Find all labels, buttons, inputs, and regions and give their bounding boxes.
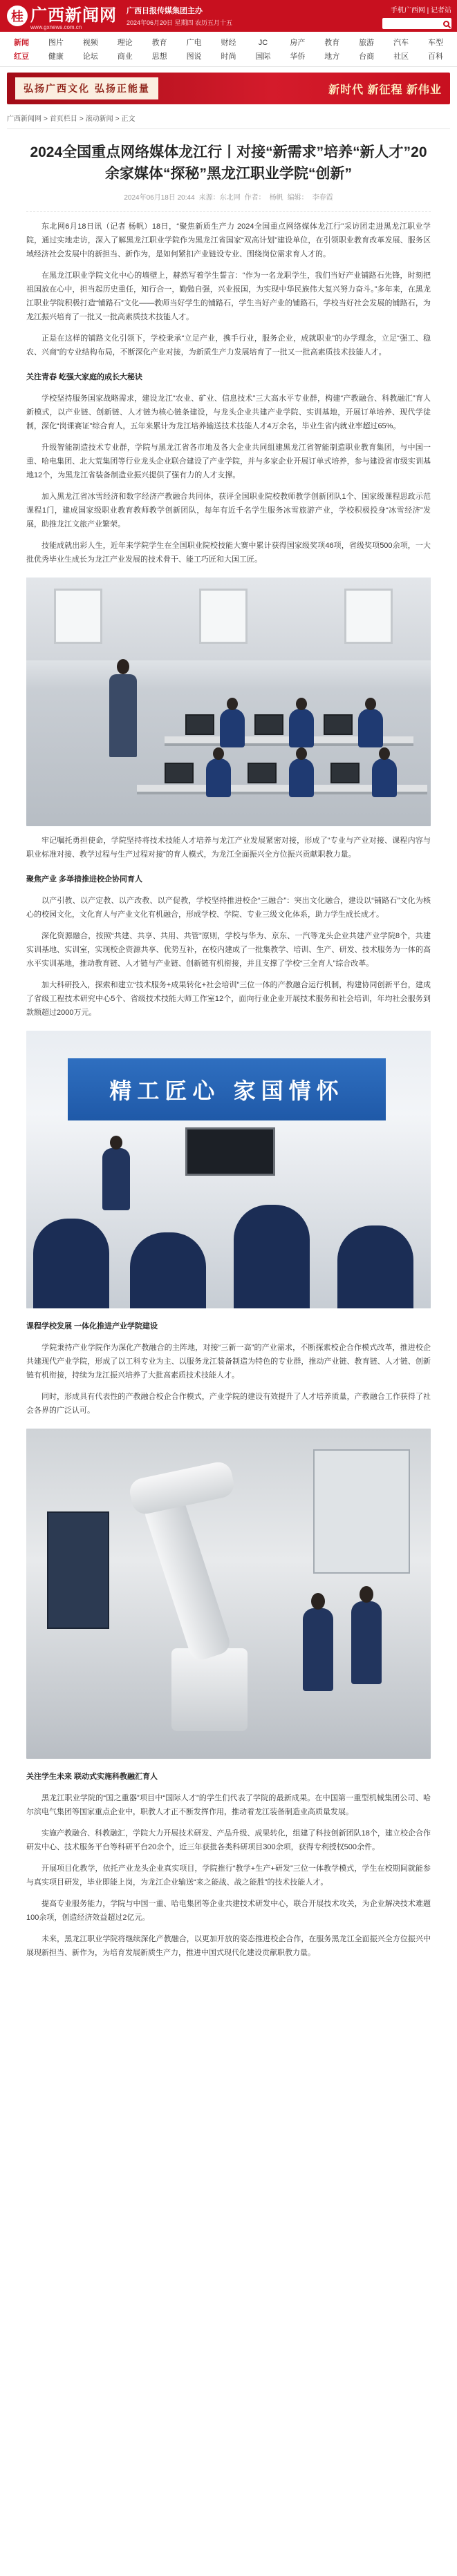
section-heading: 课程学校发展 一体化推进产业学院建设 (26, 1322, 158, 1330)
banner-right-text: 新时代 新征程 新伟业 (328, 84, 442, 96)
nav-item[interactable]: 国际 (255, 53, 271, 61)
nav-item[interactable]: 华侨 (290, 53, 306, 61)
photo-monitor (324, 714, 353, 735)
nav-item[interactable]: 红豆 (13, 53, 29, 61)
article-meta (26, 191, 431, 212)
section-heading: 聚焦产业 多举措推进校企协同育人 (26, 875, 143, 884)
article-title: 2024全国重点网络媒体龙江行丨对接“新需求”培养“新人才”20余家媒体“探秘”黑龙江职业学院“创新” (30, 144, 427, 182)
site-header (0, 0, 457, 32)
nav-item[interactable]: 社区 (393, 53, 409, 61)
photo-monitor (254, 714, 283, 735)
photo-classroom (26, 578, 431, 826)
article-paragraph: 开展项目化教学，依托产业龙头企业真实项目，学院推行“教学+生产+研发”三位一体教学模式，学生在校期间就能参与真实项目研发，毕业即能上岗，为龙江企业输送“来之能战、战之能胜”的技术技能人才。 (26, 1864, 431, 1887)
header-links[interactable]: 手机广西网 | 记者站 (390, 7, 451, 15)
photo-window (344, 589, 393, 644)
photo-monitor (185, 714, 214, 735)
photo-teacher (109, 674, 137, 757)
host-info (127, 5, 232, 27)
article-paragraph: 加入黑龙江省冰雪经济和数字经济产教融合共同体，获评全国职业院校教师教学创新团队1个、国家级课程思政示范课程1门，建成国家级职业教育教师教学创新团队，每年有近千名学生服务冰雪旅游产业，学校积极投身“冰雪经济”发展，助推龙江文旅产业繁荣。 (26, 493, 431, 528)
article-section (26, 392, 431, 566)
nav-row (4, 36, 453, 50)
article-paragraph: 在黑龙江职业学院文化中心的墙壁上，赫然写着学生誓言：“作为一名龙职学生，我们当好产业铺路石先锋，时刻把祖国放在心中，担当起历史重任，知行合一，勤勉自强，兴业报国，为实现中华民族伟大复兴努力奋斗。”多年来，在黑龙江职业学院积极打造“铺路石”文化——教师当好学生的铺路石，学生当好产业的铺路石，学校当好社会发展的铺路石，为龙江振兴培育了一批又一批高素质技术技能人才。 (26, 271, 431, 321)
breadcrumb-separator: > (115, 115, 120, 123)
breadcrumb (7, 113, 450, 129)
nav-item[interactable]: 健康 (48, 53, 64, 61)
article-paragraph: 升级智能制造技术专业群，学院与黑龙江省各市地及各大企业共同组建黑龙江省智能制造职业教育集团，与中国一重、哈电集团、北大荒集团等行业龙头企业联合建设了产业学院，并与多家企业开展订单式培养，参与建设省市级实训基地12个，为黑龙江省装备制造业振兴提供了强有力的人才支撑。 (26, 443, 431, 479)
article-paragraph: 正是在这样的铺路文化引领下，学校秉承“立足产业，携手行业，服务企业，成就职业”的办学理念，立足“强工、稳农、兴商”的专业结构布局，不断深化产业对接，为新质生产力发展培育了一批又一批高素质技术技能人才。 (26, 334, 431, 356)
breadcrumb-item[interactable]: 滚动新闻 (85, 115, 113, 123)
breadcrumb-item[interactable]: 首页栏目 (49, 115, 77, 123)
photo-window (54, 589, 102, 644)
nav-item[interactable]: 车型 (428, 39, 444, 47)
photo-audience (234, 1205, 310, 1308)
photo-student (358, 709, 383, 747)
photo-monitor (248, 763, 277, 783)
header-tools (382, 4, 451, 30)
article-paragraph: 学院秉持产业学院作为深化产教融合的主阵地，对接“三新一高”的产业需求，不断探索校企合作模式改革，推进校企共建现代产业学院，形成了以工科专业为主、以服务龙江装备制造为特色的专业群，推动产业链、教育链、人才链、创新链有机衔接，持续为龙江振兴培养了大批高素质技术技能人才。 (26, 1344, 431, 1380)
article-section (26, 834, 431, 861)
meta-item: 李春霞 (312, 194, 333, 202)
nav-item[interactable]: 地方 (324, 53, 340, 61)
photo-audience (337, 1225, 413, 1308)
nav-row (4, 50, 453, 64)
article-paragraph: 未来，黑龙江职业学院将继续深化产教融合，以更加开放的姿态推进校企合作，在服务黑龙江全面振兴全方位振兴中展现新担当、新作为，为培育发展新质生产力，推进中国式现代化建设贡献职教力量。 (26, 1935, 431, 1957)
nav-item[interactable]: 新闻 (13, 39, 29, 47)
meta-item: 2024年06月18日 20:44 (124, 194, 195, 202)
section-heading: 关注青春 屹强大家庭的成长大秘诀 (26, 373, 143, 381)
meta-item: 来源：东北网 (198, 194, 241, 202)
channel-nav (0, 32, 457, 67)
nav-item[interactable]: 图说 (186, 53, 202, 61)
photo-shelf (313, 1449, 410, 1574)
nav-item[interactable]: 论坛 (82, 53, 98, 61)
nav-item[interactable]: 广电 (186, 39, 202, 47)
article-paragraph: 提高专业服务能力，学院与中国一重、哈电集团等企业共建技术研发中心，联合开展技术攻关，为企业解决技术难题100余项，创造经济效益超过2亿元。 (26, 1900, 431, 1922)
article-paragraph: 实施产教融合、科教融汇，学院大力开展技术研发、产品升级、成果转化，组建了科技创新团队18个，建立校企合作研发中心、技术服务平台等科研平台20余个，近三年获批各类科研项目300余项，获得专利授权500余件。 (26, 1829, 431, 1851)
photo-hall (26, 1031, 431, 1308)
nav-item[interactable]: 理论 (117, 39, 133, 47)
nav-item[interactable]: 台商 (359, 53, 375, 61)
photo-speaker (102, 1148, 130, 1210)
meta-item: 杨帆 (269, 194, 283, 202)
photo-robot-arm (142, 1492, 232, 1663)
search-icon[interactable] (443, 21, 449, 27)
breadcrumb-separator: > (44, 115, 48, 123)
nav-item[interactable]: 百科 (428, 53, 444, 61)
photo-banner-board: 精工匠心 家国情怀 (68, 1058, 386, 1120)
photo-student (351, 1601, 382, 1684)
site-logo[interactable] (7, 1, 117, 30)
logo-mark-icon: 桂 (7, 6, 28, 26)
article-paragraph: 东北网6月18日讯（记者 杨帆）18日，“聚焦新质生产力 2024全国重点网络媒体龙江行”采访团走进黑龙江职业学院，通过实地走访，深入了解黑龙江职业学院作为黑龙江省国家“双高计划”建设单位，在引领职业教育改革发展、服务区域经济社会发展中的新担当、新作为，是如何紧扣产业链设专业、围绕岗位需求育人才的。 (26, 222, 431, 258)
nav-item[interactable]: 汽车 (393, 39, 409, 47)
article-paragraph: 同时，形成具有代表性的产教融合校企合作模式，产业学院的建设有效提升了人才培养质量，产教融合工作获得了社会各界的广泛认可。 (26, 1393, 431, 1415)
article-section (26, 1791, 431, 1960)
promo-banner[interactable] (7, 73, 450, 104)
nav-item[interactable]: JC (258, 39, 268, 47)
breadcrumb-separator: > (79, 115, 84, 123)
photo-student (289, 759, 314, 797)
article-section (26, 894, 431, 1020)
section-heading: 关注学生未来 联动式实施科教融汇育人 (26, 1773, 158, 1781)
nav-item[interactable]: 旅游 (359, 39, 375, 47)
breadcrumb-item: 正文 (121, 115, 136, 123)
nav-item[interactable]: 教育 (151, 39, 167, 47)
search-input[interactable] (382, 18, 451, 29)
header-date: 2024年06月20日 星期四 农历五月十五 (127, 19, 233, 26)
banner-left-text: 弘扬广西文化 弘扬正能量 (15, 77, 158, 99)
article-section (26, 1341, 431, 1418)
breadcrumb-item[interactable]: 广西新闻网 (7, 115, 41, 123)
photo-screen (185, 1127, 275, 1176)
photo-student (372, 759, 397, 797)
photo-student (206, 759, 231, 797)
article-paragraph: 牢记嘱托勇担使命，学院坚持将技术技能人才培养与龙江产业发展紧密对接，形成了“专业与产业对接、课程内容与职业标准对接、教学过程与生产过程对接”的育人模式，为龙江全面振兴全方位振兴贡献职教力量。 (26, 837, 431, 859)
article-paragraph: 深化资源融合，按照“共建、共享、共用、共管”原则，学校与华为、京东、一汽等龙头企业共建产业学院8个，共建实训基地、实训室，实现校企资源共享、优势互补，在校内建成了一批集教学、培训、生产、研发、技术服务为一体的高水平实训基地，推动教育链、人才链与产业链、创新链有机衔接，并且支撑了学校“三全育人”综合改革。 (26, 932, 431, 968)
article-paragraph: 技能成就出彩人生，近年来学院学生在全国职业院校技能大赛中累计获得国家级奖项46项，省级奖项500余项，一大批优秀毕业生成长为龙江产业发展的技术骨干、能工巧匠和大国工匠。 (26, 542, 431, 564)
photo-student (220, 709, 245, 747)
photo-control-panel (47, 1511, 109, 1629)
article-section (26, 220, 431, 359)
logo-url: www.gxnews.com.cn (30, 24, 82, 30)
nav-item[interactable]: 视频 (82, 39, 98, 47)
nav-item[interactable]: 思想 (151, 53, 167, 61)
nav-item[interactable]: 房产 (290, 39, 306, 47)
nav-item[interactable]: 财经 (221, 39, 236, 47)
photo-robot-base (171, 1648, 248, 1731)
article (0, 142, 457, 1960)
article-paragraph: 以产引教、以产定教、以产改教、以产促教，学校坚持推进校企“三融合”：突出文化融合，建设以“铺路石”文化为核心的校园文化，文化育人与产业文化有机融合，形成学校、学院、专业三级文化体系，助力学生成长成才。 (26, 897, 431, 919)
photo-audience (130, 1232, 206, 1308)
nav-item[interactable]: 图片 (48, 39, 64, 47)
article-paragraph: 学校坚持服务国家战略需求，建设龙江“农业、矿业、信息技术”三大高水平专业群，构建“产教融合、科教融汇”育人新模式，以产业链、创新链、人才链为核心链条建设，与龙头企业共建产业学院、实训基地，开展订单培养、现代学徒制，深化“岗课赛证”综合育人，五年来累计为龙江培养输送技术技能人才4万余名，毕业生省内就业率超过65%。 (26, 394, 431, 430)
logo-text: 广西新闻网 (30, 5, 117, 25)
photo-monitor (165, 763, 194, 783)
photo-student (289, 709, 314, 747)
nav-item[interactable]: 时尚 (221, 53, 236, 61)
host-name: 广西日报传媒集团主办 (127, 7, 203, 15)
meta-item: 编辑： (287, 194, 308, 202)
photo-window (199, 589, 248, 644)
nav-item[interactable]: 商业 (117, 53, 133, 61)
article-paragraph: 加大科研投入，探索和建立“技术服务+成果转化+社会培训”三位一体的产教融合运行机制，构建协同创新平台，建成了省级工程技术研究中心5个、省级技术技能大师工作室12个，面向行业企业开展技术服务和社会培训，年均社会服务到款额超过2000万元。 (26, 981, 431, 1017)
photo-audience (33, 1219, 109, 1308)
article-paragraph: 黑龙江职业学院的“国之重器”项目中“国际人才”的学生们代表了学院的最新成果。在中国第一重型机械集团公司、哈尔滨电气集团等国家重点企业中，职教人才正不断发挥作用，推动着龙江装备制造业高质量发展。 (26, 1794, 431, 1816)
photo-student (303, 1608, 333, 1691)
nav-item[interactable]: 教育 (324, 39, 340, 47)
photo-monitor (330, 763, 360, 783)
photo-robot-lab (26, 1429, 431, 1759)
meta-item: 作者： (244, 194, 265, 202)
